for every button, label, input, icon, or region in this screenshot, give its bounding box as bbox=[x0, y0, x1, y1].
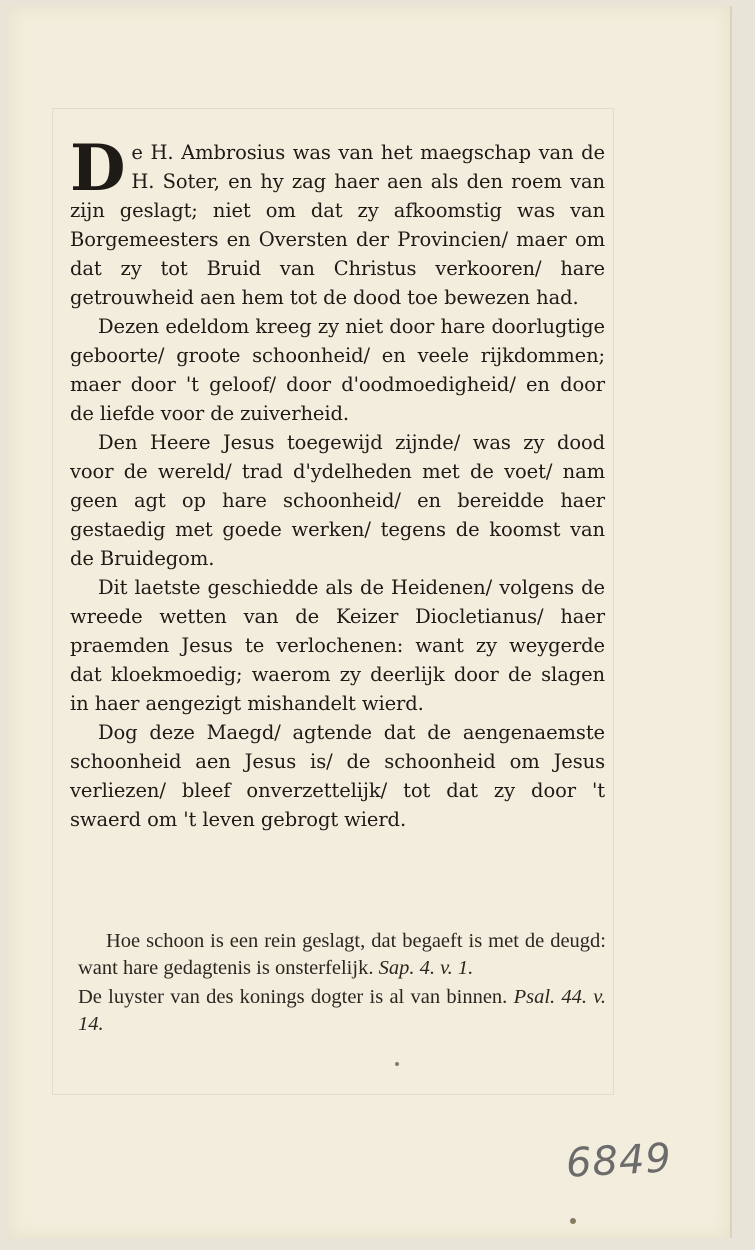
paragraph-1 bbox=[70, 131, 605, 312]
quote-2 bbox=[78, 984, 606, 1038]
paragraph-1-text: e H. Ambrosius was van het maegschap van de H. Soter, en hy zag haer aen als den roem van zijn geslagt; niet om dat zy afkoomstig was van Borgemeesters en Oversten der Provincien/ maer om dat zy tot Bruid van Christus verkooren/ hare getrouwheid aen hem tot de dood toe bewezen had. bbox=[70, 141, 605, 309]
handwritten-catalog-number: 6849 bbox=[564, 1135, 673, 1187]
paragraph-2: Dezen edeldom kreeg zy niet door hare doorlugtige geboorte/ groote schoonheid/ en veele rijkdommen; maer door 't geloof/ door d'oodmoedigheid/ en door de liefde voor de zuiverheid. bbox=[70, 315, 605, 425]
quote-2-reference: Psal. 44. v. 14. bbox=[78, 986, 606, 1035]
ink-speck bbox=[395, 1062, 399, 1066]
quote-1-reference: Sap. 4. v. 1. bbox=[378, 957, 474, 979]
paragraph-3: Den Heere Jesus toegewijd zijnde/ was zy dood voor de wereld/ trad d'ydelheden met de voet/ nam geen agt op hare schoonheid/ en bereidde haer gestaedig met goede werken/ tegens de koomst van de Bruidegom. bbox=[70, 431, 605, 570]
paragraph-5: Dog deze Maegd/ agtende dat de aengenaemste schoonheid aen Jesus is/ de schoonheid om Jesus verliezen/ bleef onverzettelijk/ tot dat zy door 't swaerd om 't leven gebrogt wierd. bbox=[70, 721, 605, 831]
quote-1 bbox=[78, 928, 606, 982]
main-text bbox=[70, 131, 605, 834]
scripture-quotes bbox=[78, 928, 606, 1040]
stain-speck bbox=[570, 1218, 576, 1224]
quote-1-text: Hoe schoon is een rein geslagt, dat begaeft is met de deugd: want hare gedagtenis is onsterfelijk. bbox=[78, 930, 606, 979]
paragraph-4: Dit laetste geschiedde als de Heidenen/ volgens de wreede wetten van de Keizer Diocletianus/ haer praemden Jesus te verlochenen: want zy weygerde dat kloekmoedig; waerom zy deerlijk door de slagen in haer aengezigt mishandelt wierd. bbox=[70, 576, 605, 715]
drop-cap: D bbox=[70, 131, 126, 206]
quote-2-text: De luyster van des konings dogter is al van binnen. bbox=[78, 986, 508, 1008]
